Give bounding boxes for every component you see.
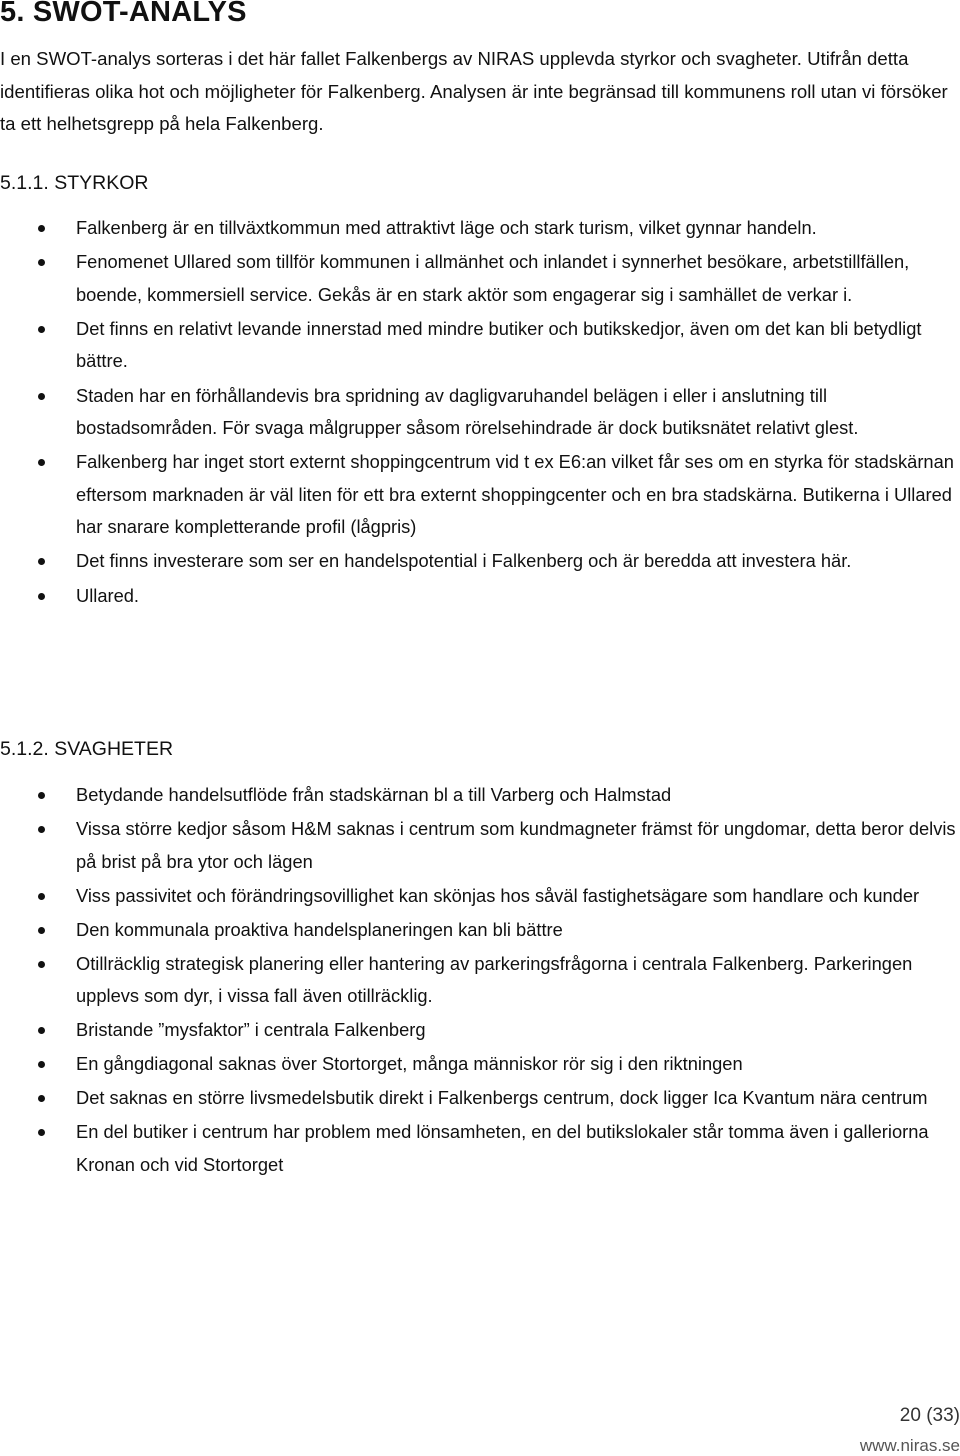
weakness-item-text: Vissa större kedjor såsom H&M saknas i centrum som kundmagneter främst för ungdomar, detta beror delvis på brist på bra ytor och lägen <box>76 818 956 872</box>
strength-item-text: Det finns investerare som ser en handelspotential i Falkenberg och är beredda att investera här. <box>76 550 852 572</box>
weakness-item-7 <box>0 1048 960 1081</box>
strength-item-text: Falkenberg har inget stort externt shoppingcentrum vid t ex E6:an vilket får ses om en styrka för stadskärnan eftersom marknaden är väl liten för ett bra externt shoppingcenter och en bra stadskärna. Butikerna i Ullared har snarare kompletterande profil (lågpris) <box>76 451 954 538</box>
weakness-item-2 <box>0 813 960 878</box>
weakness-item-text: Den kommunala proaktiva handelsplaneringen kan bli bättre <box>76 918 563 940</box>
strengths-list <box>0 212 960 614</box>
strength-item-text: Staden har en förhållandevis bra spridning av dagligvaruhandel belägen i eller i anslutning till bostadsområden. För svaga målgrupper såsom rörelsehindrade är dock butiksnätet relativt glest. <box>76 384 859 439</box>
strength-item-text: Falkenberg är en tillväxtkommun med attraktivt läge och stark turism, vilket gynnar handeln. <box>76 217 817 238</box>
strength-item-text: Det finns en relativt levande innerstad med mindre butiker och butikskedjor, även om det kan bli betydligt bättre. <box>76 317 922 372</box>
weakness-item-text: Otillräcklig strategisk planering eller hantering av parkeringsfrågorna i centrala Falkenberg. Parkeringen upplevs som dyr, i vissa fall även otillräcklig. <box>76 952 913 1006</box>
weakness-item-3 <box>0 880 960 913</box>
weakness-item-6 <box>0 1014 960 1047</box>
weakness-item-4 <box>0 914 960 947</box>
weakness-item-text: En del butiker i centrum har problem med lönsamheten, en del butikslokaler står tomma även i galleriorna Kronan och vid Stortorget <box>76 1121 929 1175</box>
weakness-item-text: En gångdiagonal saknas över Stortorget, många människor rör sig i den riktningen <box>76 1053 743 1074</box>
weakness-item-text: Det saknas en större livsmedelsbutik direkt i Falkenbergs centrum, dock ligger Ica Kvantum nära centrum <box>76 1087 928 1108</box>
weakness-item-5 <box>0 948 960 1013</box>
intro-paragraph: I en SWOT-analys sorteras i det här fallet Falkenbergs av NIRAS upplevda styrkor och svagheter. Utifrån detta identifieras olika hot och möjligheter för Falkenberg. Analysen är inte begränsad till kommunens roll utan vi försöker ta ett helhetsgrepp på hela Falkenberg. <box>0 48 948 134</box>
strength-item-7 <box>0 580 960 613</box>
strength-item-6 <box>0 545 960 578</box>
weakness-item-1 <box>0 779 960 812</box>
section-heading: 5. SWOT-ANALYS <box>0 0 247 28</box>
strength-item-1 <box>0 212 960 245</box>
weakness-item-text: Viss passivitet och förändringsovillighet kan skönjas hos såväl fastighetsägare som handlare och kunder <box>76 884 920 906</box>
weakness-item-9 <box>0 1116 960 1181</box>
weaknesses-list <box>0 779 960 1183</box>
weakness-item-8 <box>0 1082 960 1115</box>
website-url[interactable]: www.niras.se <box>859 1436 960 1455</box>
strength-item-text: Fenomenet Ullared som tillför kommunen i allmänhet och inlandet i synnerhet besökare, arbetstillfällen, boende, kommersiell service. Gekås är en stark aktör som engagerar sig i samhället de verkar i. <box>76 251 910 305</box>
weakness-item-text: Betydande handelsutflöde från stadskärnan bl a till Varberg och Halmstad <box>76 784 672 805</box>
weakness-item-text: Bristande ”mysfaktor” i centrala Falkenberg <box>76 1019 426 1040</box>
strength-item-text: Ullared. <box>76 584 139 606</box>
strength-item-2 <box>0 246 960 311</box>
strength-item-5 <box>0 446 960 544</box>
page-number: 20 (33) <box>899 1405 960 1426</box>
strength-item-4 <box>0 380 960 445</box>
strength-item-3 <box>0 313 960 378</box>
weaknesses-heading: 5.1.2. SVAGHETER <box>0 738 174 760</box>
strengths-heading: 5.1.1. STYRKOR <box>0 172 149 194</box>
